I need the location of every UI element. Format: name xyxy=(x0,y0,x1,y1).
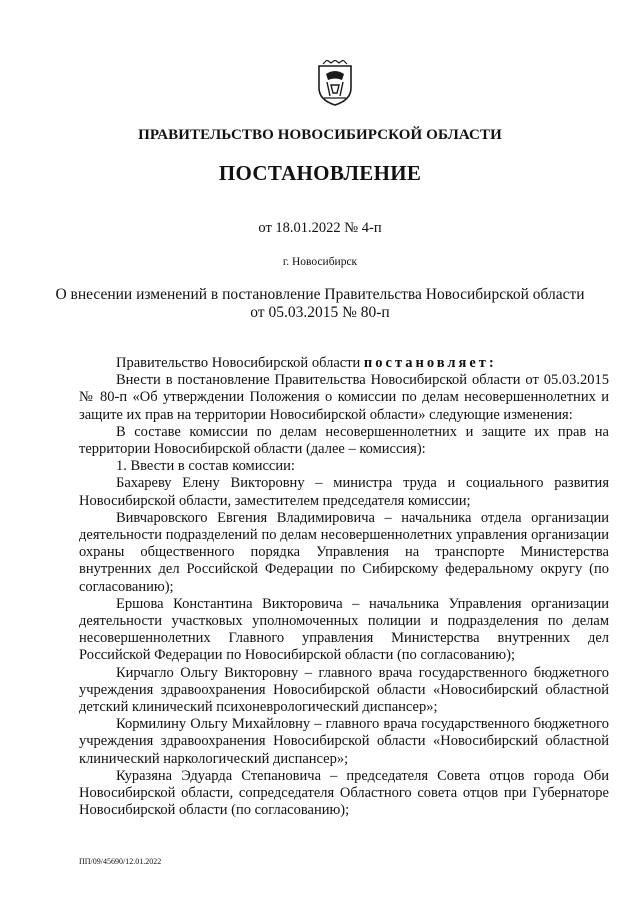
paragraph-2: В составе комиссии по делам несовершеннолетних и защите их прав на территории Новосибирской области (далее – комиссия): xyxy=(79,423,609,458)
paragraph-3: 1. Ввести в состав комиссии: xyxy=(116,458,295,475)
document-city: г. Новосибирск xyxy=(282,256,358,268)
organization-title: ПРАВИТЕЛЬСТВО НОВОСИБИРСКОЙ ОБЛАСТИ xyxy=(138,127,502,143)
decree-verb: постановляет: xyxy=(363,355,497,371)
document-date-number: от 18.01.2022 № 4-п xyxy=(258,220,382,236)
paragraph-5: Вивчаровского Евгения Владимировича – начальника отдела организации деятельности подразделений по делам несовершеннолетних управления организации охраны общественного порядка Управления на транспорте Министерства внутренних дел Российской Федерации по Сибирскому федеральному округу (по согласованию); xyxy=(79,509,609,595)
paragraph-8: Кормилину Ольгу Михайловну – главного врача государственного бюджетного учреждения здравоохранения Новосибирской области «Новосибирский областной клинический наркологический диспансер»; xyxy=(79,716,609,767)
paragraph-4: Бахареву Елену Викторовну – министра труда и социального развития Новосибирской области, заместителем председателя комиссии; xyxy=(79,475,609,509)
paragraph-9: Куразяна Эдуарда Степановича – председателя Совета отцов города Оби Новосибирской области, сопредседателя Областного совета отцов при Губернаторе Новосибирской области (по согласованию); xyxy=(79,767,609,819)
document-type-title: ПОСТАНОВЛЕНИЕ xyxy=(218,161,422,185)
document-footer-code: ПП/09/45690/12.01.2022 xyxy=(79,857,162,866)
paragraph-7: Кирчагло Ольгу Викторовну – главного врача государственного бюджетного учреждения здравоохранения Новосибирской области «Новосибирский областной детский клинический психоневрологический диспансер»; xyxy=(79,664,609,716)
paragraph-6: Ершова Константина Викторовича – начальника Управления организации деятельности участковых уполномоченных полиции и подразделения по делам несовершеннолетних Главного управления Министерства внутренних дел Российской Федерации по Новосибирской области (по согласованию); xyxy=(79,595,609,664)
intro-text: Правительство Новосибирской области xyxy=(116,355,364,371)
subject-line-2: от 05.03.2015 № 80-п xyxy=(250,304,390,321)
paragraph-intro xyxy=(79,355,609,372)
paragraph-1: Внести в постановление Правительства Новосибирской области от 05.03.2015 № 80-п «Об утверждении Положения о комиссии по делам несовершеннолетних и защите их прав на территории Новосибирской области» следующие изменения: xyxy=(79,372,609,423)
coat-of-arms-icon xyxy=(316,60,354,106)
document-subject xyxy=(0,286,640,322)
subject-line-1: О внесении изменений в постановление Правительства Новосибирской области xyxy=(55,286,585,303)
document-body xyxy=(79,355,609,819)
